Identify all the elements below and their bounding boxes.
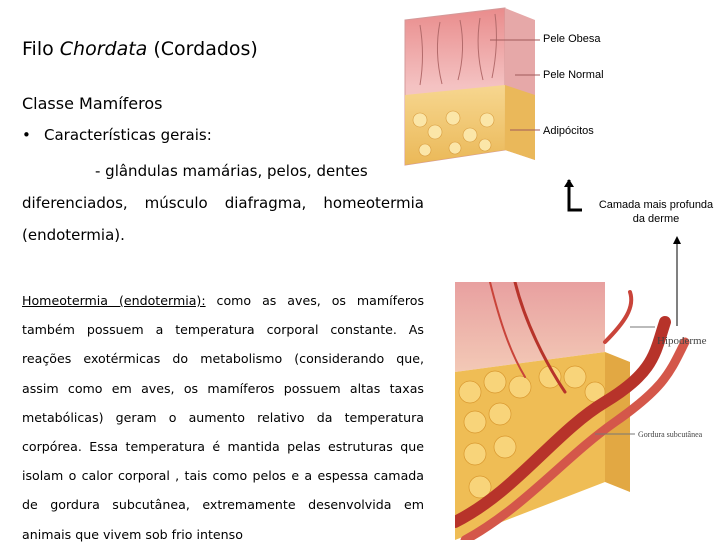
title-italic: Chordata	[59, 38, 148, 60]
features-line-3: (endotermia).	[22, 226, 125, 244]
label-subcutaneous-fat: Gordura subcutânea	[638, 430, 703, 439]
label-normal-skin: Pele Normal	[543, 69, 604, 81]
features-line-1: - glândulas mamárias, pelos, dentes	[95, 162, 368, 180]
deep-layer-label: Camada mais profunda da derme	[598, 199, 714, 225]
bullet-item	[22, 126, 212, 144]
slide-subtitle: Classe Mamíferos	[22, 94, 163, 113]
hook-arrow-icon	[563, 178, 583, 214]
slide-title	[22, 38, 258, 60]
features-line-2: diferenciados, músculo diafragma, homeotermia	[22, 194, 424, 212]
paragraph-lead: Homeotermia (endotermia):	[22, 293, 206, 308]
label-adipocytes: Adipócitos	[543, 125, 594, 137]
title-suffix: (Cordados)	[147, 38, 258, 60]
skin-layers-figure	[395, 0, 720, 180]
label-hypodermis: Hipoderme	[657, 335, 707, 347]
label-obese-skin: Pele Obesa	[543, 33, 601, 45]
hypodermis-figure	[455, 282, 720, 540]
homeothermy-paragraph	[22, 286, 424, 549]
paragraph-body: como as aves, os mamíferos também possuem a temperatura corporal constante. As reações exotérmicas do metabolismo (considerando que, assim como em aves, os mamíferos possuem altas taxas metabólicas) geram o aumento relativo da temperatura corpórea. Essa temperatura é mantida pelas estruturas que isolam o calor corporal , tais como pelos e a espessa camada de gordura subcutânea, extremamente desenvolvida em animais que vivem sob frio intenso	[22, 293, 425, 542]
bullet-text: Características gerais:	[44, 126, 212, 144]
bullet-symbol: •	[22, 126, 31, 144]
title-prefix: Filo	[22, 38, 60, 60]
